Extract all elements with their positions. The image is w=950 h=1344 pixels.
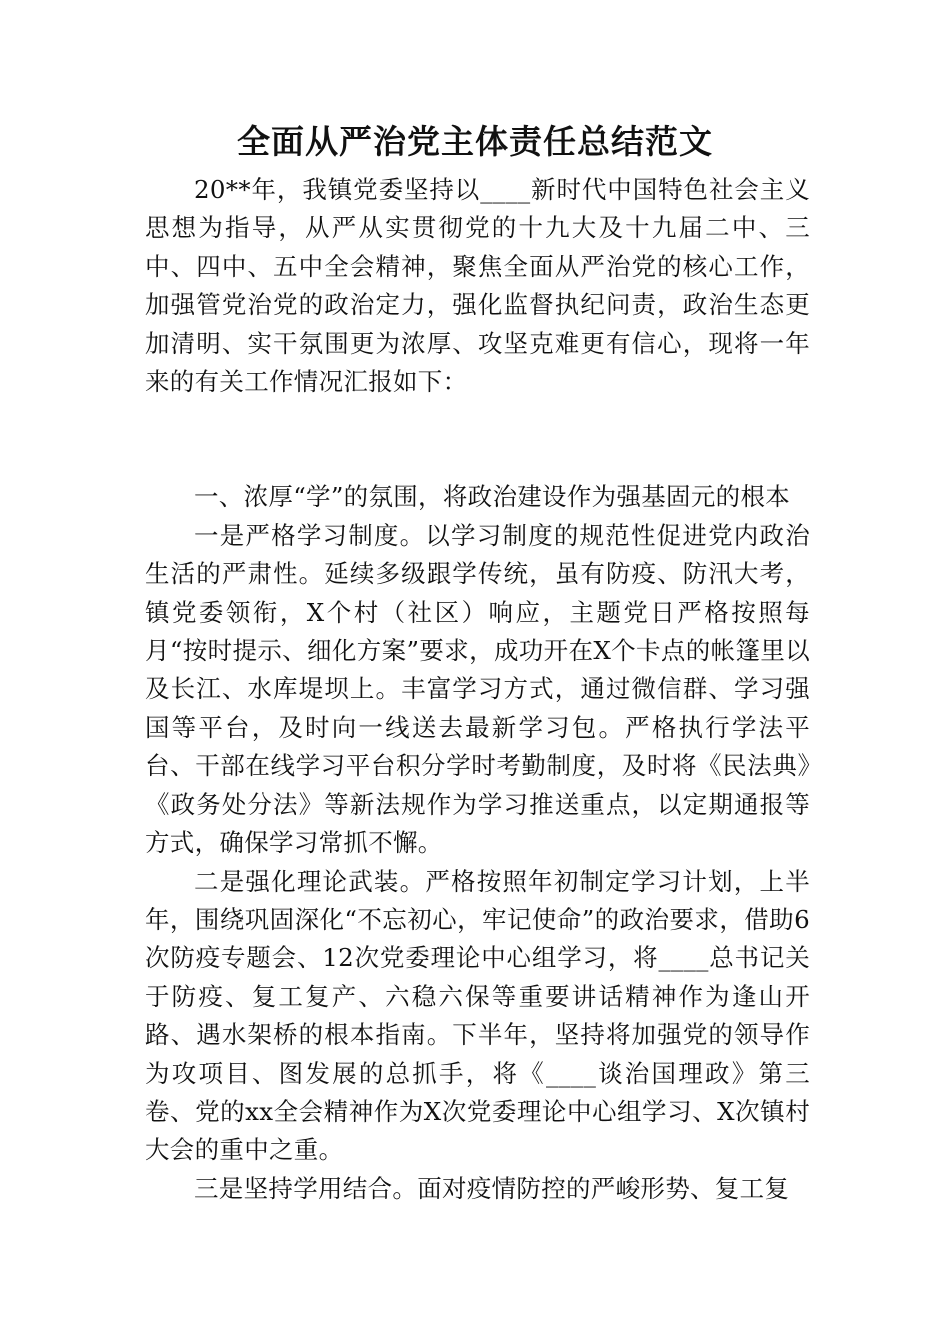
body-paragraph: 三是坚持学用结合。面对疫情防控的严峻形势、复工复: [194, 1173, 790, 1203]
document-title: 全面从严治党主体责任总结范文: [237, 122, 713, 161]
body-paragraph: 二是强化理论武装。严格按照年初制定学习计划，上半年，围绕巩固深化“不忘初心，牢记使命”的政治要求，借助6次防疫专题会、12次党委理论中心组学习，将____总书记关于防疫、复工复产、六稳六保等重要讲话精神作为逢山开路、遇水架桥的根本指南。下半年，坚持将加强党的领导作为攻项目、图发展的总抓手，将《____谈治国理政》第三卷、党的xx全会精神作为X次党委理论中心组学习、X次镇村大会的重中之重。: [145, 866, 810, 1165]
document-body: [145, 171, 810, 1208]
intro-paragraph: 20**年，我镇党委坚持以____新时代中国特色社会主义思想为指导，从严从实贯彻党的十九大及十九届二中、三中、四中、五中全会精神，聚焦全面从严治党的核心工作，加强管党治党的政治定力，强化监督执纪问责，政治生态更加清明、实干氛围更为浓厚、攻坚克难更有信心，现将一年来的有关工作情况汇报如下：: [145, 175, 810, 397]
section-heading: 一、浓厚“学”的氛围，将政治建设作为强基固元的根本: [194, 482, 791, 512]
body-paragraph: 一是严格学习制度。以学习制度的规范性促进党内政治生活的严肃性。延续多级跟学传统，虽有防疫、防汛大考，镇党委领衔，X个村（社区）响应，主题党日严格按照每月“按时提示、细化方案”要求，成功开在X个卡点的帐篷里以及长江、水库堤坝上。丰富学习方式，通过微信群、学习强国等平台，及时向一线送去最新学习包。严格执行学法平台、干部在线学习平台积分学时考勤制度，及时将《民法典》《政务处分法》等新法规作为学习推送重点，以定期通报等方式，确保学习常抓不懈。: [145, 520, 810, 858]
paragraph-spacer: [145, 401, 810, 478]
